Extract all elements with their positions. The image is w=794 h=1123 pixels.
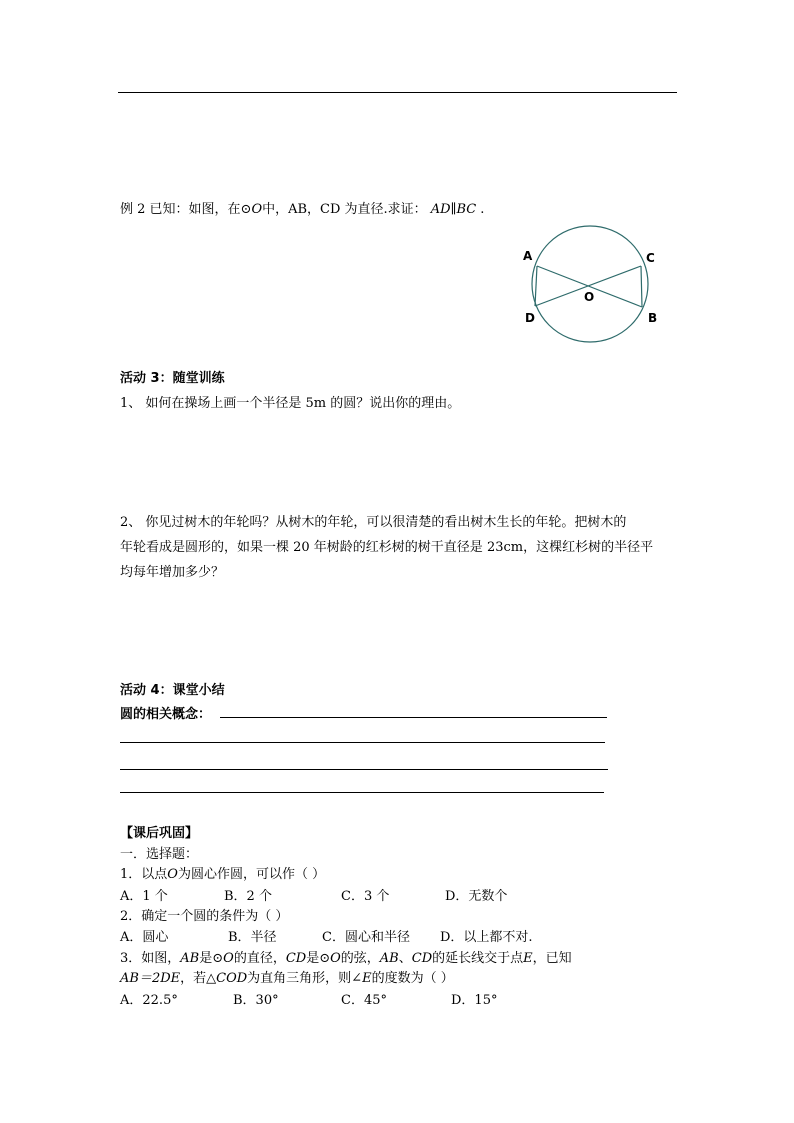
circle-o xyxy=(532,226,648,342)
activity3-q2-line1: 2、 你见过树木的年轮吗？从树木的年轮，可以很清楚的看出树木生长的年轮。把树木的 xyxy=(120,515,627,530)
example2-end: . xyxy=(480,202,485,217)
activity3-q2-line3: 均每年增加多少？ xyxy=(120,565,225,580)
hw-q3-cod: COD xyxy=(216,971,248,986)
hw-q3-t9: ，若△ xyxy=(180,971,217,986)
label-d: D xyxy=(525,311,535,325)
hw-q3-t3: 的直径， xyxy=(233,951,286,966)
hw-q2-option-d: D．以上都不对. xyxy=(440,930,533,945)
label-b: B xyxy=(648,311,658,325)
hw-q2-option-a: A．圆心 xyxy=(120,930,169,945)
label-c: C xyxy=(646,251,655,265)
chord-cb xyxy=(641,266,642,307)
circle-diagram xyxy=(515,222,685,352)
example2-o: O xyxy=(251,202,263,217)
hw-q3-e2: E xyxy=(362,971,372,986)
hw-q3-t7: 的延长线交于点 xyxy=(432,951,524,966)
hw-q3-cd: CD xyxy=(285,951,307,966)
hw-q3-t11: 的度数为（ ） xyxy=(371,971,454,986)
answer-line-2 xyxy=(120,742,605,743)
label-o: O xyxy=(584,290,595,304)
answer-line-3 xyxy=(120,769,608,770)
example2-mid: 中，AB，CD 为直径.求证： xyxy=(262,202,427,217)
hw-q3-t2: 是⊙ xyxy=(199,951,224,966)
example2-prefix: 例 2 已知：如图，在⊙ xyxy=(120,202,252,217)
hw-q3-option-c: C．45° xyxy=(341,993,387,1008)
chord-ad xyxy=(535,266,537,306)
section-title: 一．选择题： xyxy=(120,847,199,862)
hw-q1-option-a: A．1 个 xyxy=(120,889,168,904)
homework-title: 【课后巩固】 xyxy=(120,826,199,841)
answer-line-1 xyxy=(220,717,607,718)
hw-q3-option-b: B．30° xyxy=(233,993,279,1008)
hw-q2-option-b: B．半径 xyxy=(228,930,277,945)
hw-q3-t1: 3．如图， xyxy=(120,951,181,966)
hw-q1 xyxy=(120,863,325,882)
activity3-q1: 1、 如何在操场上画一个半径是 5m 的圆？说出你的理由。 xyxy=(120,396,461,411)
hw-q3-cd2: CD xyxy=(411,951,433,966)
hw-q3-o2: O xyxy=(330,951,341,966)
hw-q3-eq: AB＝2DE xyxy=(120,971,181,986)
hw-q3-t6: 、 xyxy=(398,951,412,966)
hw-q3-ab: AB xyxy=(180,951,200,966)
header-rule xyxy=(118,92,677,93)
answer-line-4 xyxy=(120,792,604,793)
hw-q2-option-c: C．圆心和半径 xyxy=(322,930,410,945)
hw-q3-option-a: A．22.5° xyxy=(120,993,178,1008)
hw-q1-option-c: C．3 个 xyxy=(341,889,390,904)
hw-q3-line2 xyxy=(120,967,454,986)
hw-q3-o1: O xyxy=(223,951,234,966)
activity4-title: 活动 4：课堂小结 xyxy=(120,683,225,698)
hw-q3-t4: 是⊙ xyxy=(306,951,331,966)
hw-q3-e: E xyxy=(523,951,533,966)
concept-label: 圆的相关概念： xyxy=(120,707,212,722)
hw-q3-t5: 的弦， xyxy=(340,951,380,966)
example2-statement xyxy=(120,198,484,217)
hw-q1-pre: 1．以点 xyxy=(120,867,168,882)
hw-q3-line1 xyxy=(120,947,572,966)
hw-q3-t10: 为直角三角形，则∠ xyxy=(247,971,363,986)
label-a: A xyxy=(523,249,533,263)
activity3-q2-line2: 年轮看成是圆形的，如果一棵 20 年树龄的红杉树的树干直径是 23cm，这棵红杉树的半径平 xyxy=(120,540,654,555)
hw-q1-option-d: D．无数个 xyxy=(445,889,508,904)
example2-conclusion: AD∥BC xyxy=(430,202,477,217)
hw-q1-post: 为圆心作圆，可以作（ ） xyxy=(177,867,326,882)
hw-q3-t8: ，已知 xyxy=(532,951,572,966)
activity3-title: 活动 3：随堂训练 xyxy=(120,371,225,386)
hw-q2: 2．确定一个圆的条件为（ ） xyxy=(120,909,289,924)
hw-q3-option-d: D．15° xyxy=(451,993,498,1008)
hw-q1-var: O xyxy=(167,867,178,882)
hw-q1-option-b: B．2 个 xyxy=(224,889,272,904)
hw-q3-ab2: AB xyxy=(379,951,399,966)
